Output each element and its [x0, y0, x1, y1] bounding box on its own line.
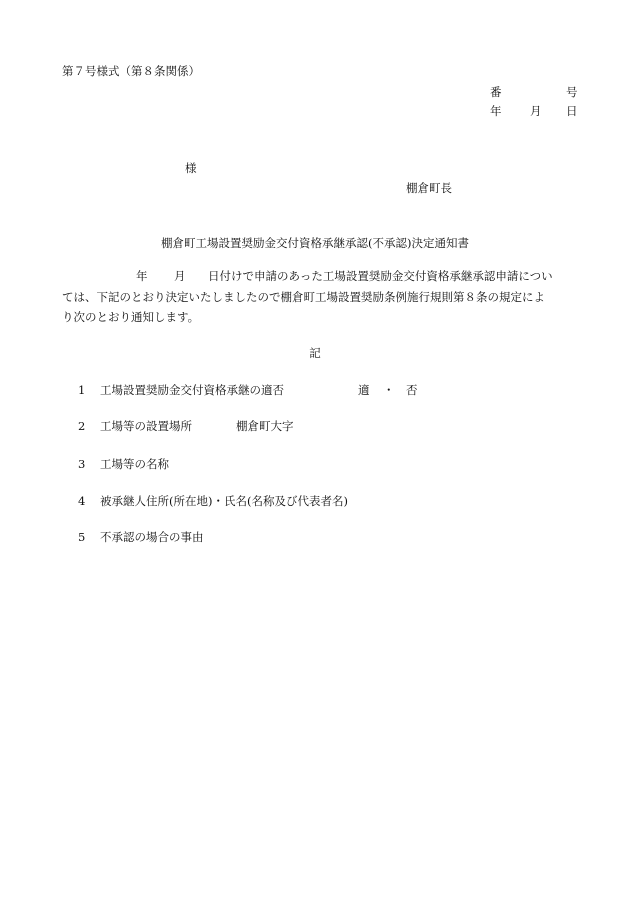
document-title: 棚倉町工場設置奨励金交付資格承継承認(不承認)決定通知書 — [161, 236, 469, 250]
location-value: 棚倉町大字 — [236, 419, 294, 433]
list-item — [78, 456, 169, 472]
item-number: 5 — [78, 530, 86, 544]
date-year-label: 年 — [490, 104, 502, 118]
recipient-suffix: 様 — [185, 161, 197, 175]
option-approve: 適 — [358, 383, 370, 397]
item-label: 工場設置奨励金交付資格承継の適否 — [100, 383, 284, 397]
list-item — [78, 382, 284, 398]
item-label: 不承認の場合の事由 — [100, 530, 204, 544]
item-number: 1 — [78, 383, 86, 397]
item-number: 3 — [78, 457, 86, 471]
body-line-3: り次のとおり通知します。 — [62, 310, 200, 324]
body-line-1-text: 日付けで申請のあった工場設置奨励金交付資格承継承認申請につい — [208, 269, 553, 283]
item-number: 4 — [78, 494, 86, 508]
body-month-label: 月 — [174, 269, 186, 283]
option-separator: ・ — [383, 383, 395, 397]
ki-heading: 記 — [309, 346, 321, 360]
item-label: 工場等の設置場所 — [100, 419, 192, 433]
item-label: 工場等の名称 — [100, 457, 169, 471]
number-label-go: 号 — [566, 85, 578, 99]
option-deny: 否 — [406, 383, 418, 397]
item-label: 被承継人住所(所在地)・氏名(名称及び代表者名) — [100, 494, 348, 508]
list-item — [78, 493, 348, 509]
sender-name: 棚倉町長 — [406, 181, 452, 195]
form-number: 第７号様式（第８条関係） — [62, 64, 200, 78]
date-month-label: 月 — [530, 104, 542, 118]
number-label-ban: 番 — [490, 85, 502, 99]
date-day-label: 日 — [566, 104, 578, 118]
body-line-2: ては、下記のとおり決定いたしましたので棚倉町工場設置奨励条例施行規則第８条の規定によ — [62, 290, 545, 304]
list-item — [78, 529, 204, 545]
body-year-label: 年 — [136, 269, 148, 283]
list-item — [78, 418, 192, 434]
item-number: 2 — [78, 419, 86, 433]
